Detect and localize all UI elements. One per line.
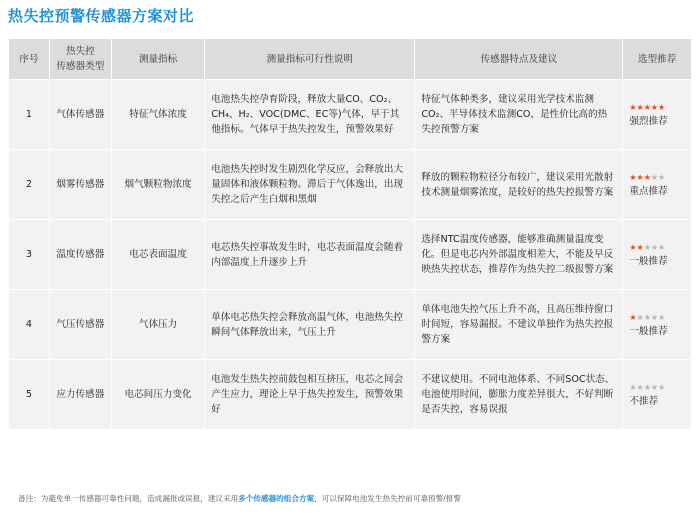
rating-stars [629,383,665,392]
cell-seq: 2 [9,150,50,220]
cell-advice: 释放的颗粒物粒径分布较广，建议采用光散射技术测量烟雾浓度，是较好的热失控报警方案 [415,150,623,220]
star-empty-icon: ★ [658,383,666,392]
star-empty-icon: ★ [650,243,659,252]
cell-indicator: 烟气颗粒物浓度 [111,150,204,220]
star-empty-icon: ★ [643,243,651,252]
table-row [9,290,692,360]
header-type [49,39,111,80]
table-row [9,80,692,150]
rating-stars [629,103,665,112]
footnote-prefix: 备注：为避免单一传感器可靠性问题，造成漏报或误报，建议采用 [18,494,239,503]
cell-feasibility: 电池发生热失控前鼓包相互挤压，电芯之间会产生应力，理论上早于热失控发生，预警效果好 [205,360,415,430]
star-empty-icon: ★ [658,243,666,252]
star-filled-icon: ★ [636,173,644,182]
star-empty-icon: ★ [650,313,659,322]
star-empty-icon: ★ [643,383,651,392]
cell-recommend [623,80,692,150]
recommend-label: 一般推荐 [629,256,668,267]
page-title: 热失控预警传感器方案对比 [8,7,195,25]
header-feasibility: 测量指标可行性说明 [205,39,415,80]
star-filled-icon: ★ [650,103,659,112]
cell-indicator: 特征气体浓度 [111,80,204,150]
recommend-label: 一般推荐 [629,326,668,337]
footnote-highlight: 多个传感器的组合方案 [238,494,315,503]
recommend-label: 强烈推荐 [629,116,668,127]
cell-advice: 特征气体种类多，建议采用光学技术监测CO₂、半导体技术监测CO，是性价比高的热失控预警方案 [415,80,623,150]
star-empty-icon: ★ [658,173,666,182]
cell-type: 烟雾传感器 [49,150,111,220]
cell-feasibility: 电池热失控时发生剧烈化学反应，会释放出大量固体和液体颗粒物。滞后于气体逸出，出现失控之后产生白烟和黑烟 [205,150,415,220]
star-filled-icon: ★ [629,243,637,252]
header-type-text: 热失控 传感器类型 [56,46,105,72]
cell-indicator: 电芯间压力变化 [111,360,204,430]
cell-feasibility: 电芯热失控事故发生时，电芯表面温度会随着内部温度上升逐步上升 [205,220,415,290]
cell-type: 气体传感器 [49,80,111,150]
star-filled-icon: ★ [658,103,666,112]
table-row [9,150,692,220]
cell-seq: 5 [9,360,50,430]
cell-seq: 3 [9,220,50,290]
star-filled-icon: ★ [629,173,637,182]
cell-seq: 1 [9,80,50,150]
cell-feasibility: 单体电芯热失控会释放高温气体，电池热失控瞬间气体释放出来，气压上升 [205,290,415,360]
rating-stars [629,313,665,322]
star-filled-icon: ★ [636,103,644,112]
footnote-suffix: ，可以保障电池发生热失控前可靠预警/报警 [314,494,461,503]
table-header-row [9,39,692,80]
star-filled-icon: ★ [629,103,637,112]
cell-recommend [623,220,692,290]
footnote [18,493,461,504]
star-filled-icon: ★ [629,313,637,322]
cell-type: 应力传感器 [49,360,111,430]
cell-recommend [623,290,692,360]
star-empty-icon: ★ [643,313,651,322]
cell-type: 温度传感器 [49,220,111,290]
cell-advice: 选择NTC温度传感器，能够准确测量温度变化。但是电芯内外部温度相差大，不能及早反映热失控状态，推荐作为热失控二级报警方案 [415,220,623,290]
star-empty-icon: ★ [629,383,637,392]
cell-seq: 4 [9,290,50,360]
table-row [9,220,692,290]
recommend-label: 不推荐 [629,396,659,407]
star-filled-icon: ★ [643,103,651,112]
cell-feasibility: 电池热失控孕育阶段，释放大量CO、CO₂、CH₄、H₂、VOC(DMC、EC等)气体，早于其他指标。气体早于热失控发生，预警效果好 [205,80,415,150]
cell-indicator: 电芯表面温度 [111,220,204,290]
rating-stars [629,243,665,252]
cell-advice: 不建议使用。不同电池体系、不同SOC状态、电池使用时间，膨胀力度差异很大，不好判断是否失控，容易误报 [415,360,623,430]
header-seq: 序号 [9,39,50,80]
cell-advice: 单体电池失控气压上升不高，且高压维持窗口时间短，容易漏报。不建议单独作为热失控报警方案 [415,290,623,360]
star-empty-icon: ★ [636,383,644,392]
comparison-table [8,38,692,430]
star-empty-icon: ★ [636,313,644,322]
star-filled-icon: ★ [643,173,651,182]
star-empty-icon: ★ [650,173,659,182]
cell-indicator: 气体压力 [111,290,204,360]
star-filled-icon: ★ [636,243,644,252]
cell-recommend [623,150,692,220]
recommend-label: 重点推荐 [629,186,668,197]
rating-stars [629,173,665,182]
cell-recommend [623,360,692,430]
star-empty-icon: ★ [650,383,659,392]
header-advice: 传感器特点及建议 [415,39,623,80]
table-row [9,360,692,430]
header-recommend: 选型推荐 [623,39,692,80]
header-indicator: 测量指标 [111,39,204,80]
star-empty-icon: ★ [658,313,666,322]
cell-type: 气压传感器 [49,290,111,360]
